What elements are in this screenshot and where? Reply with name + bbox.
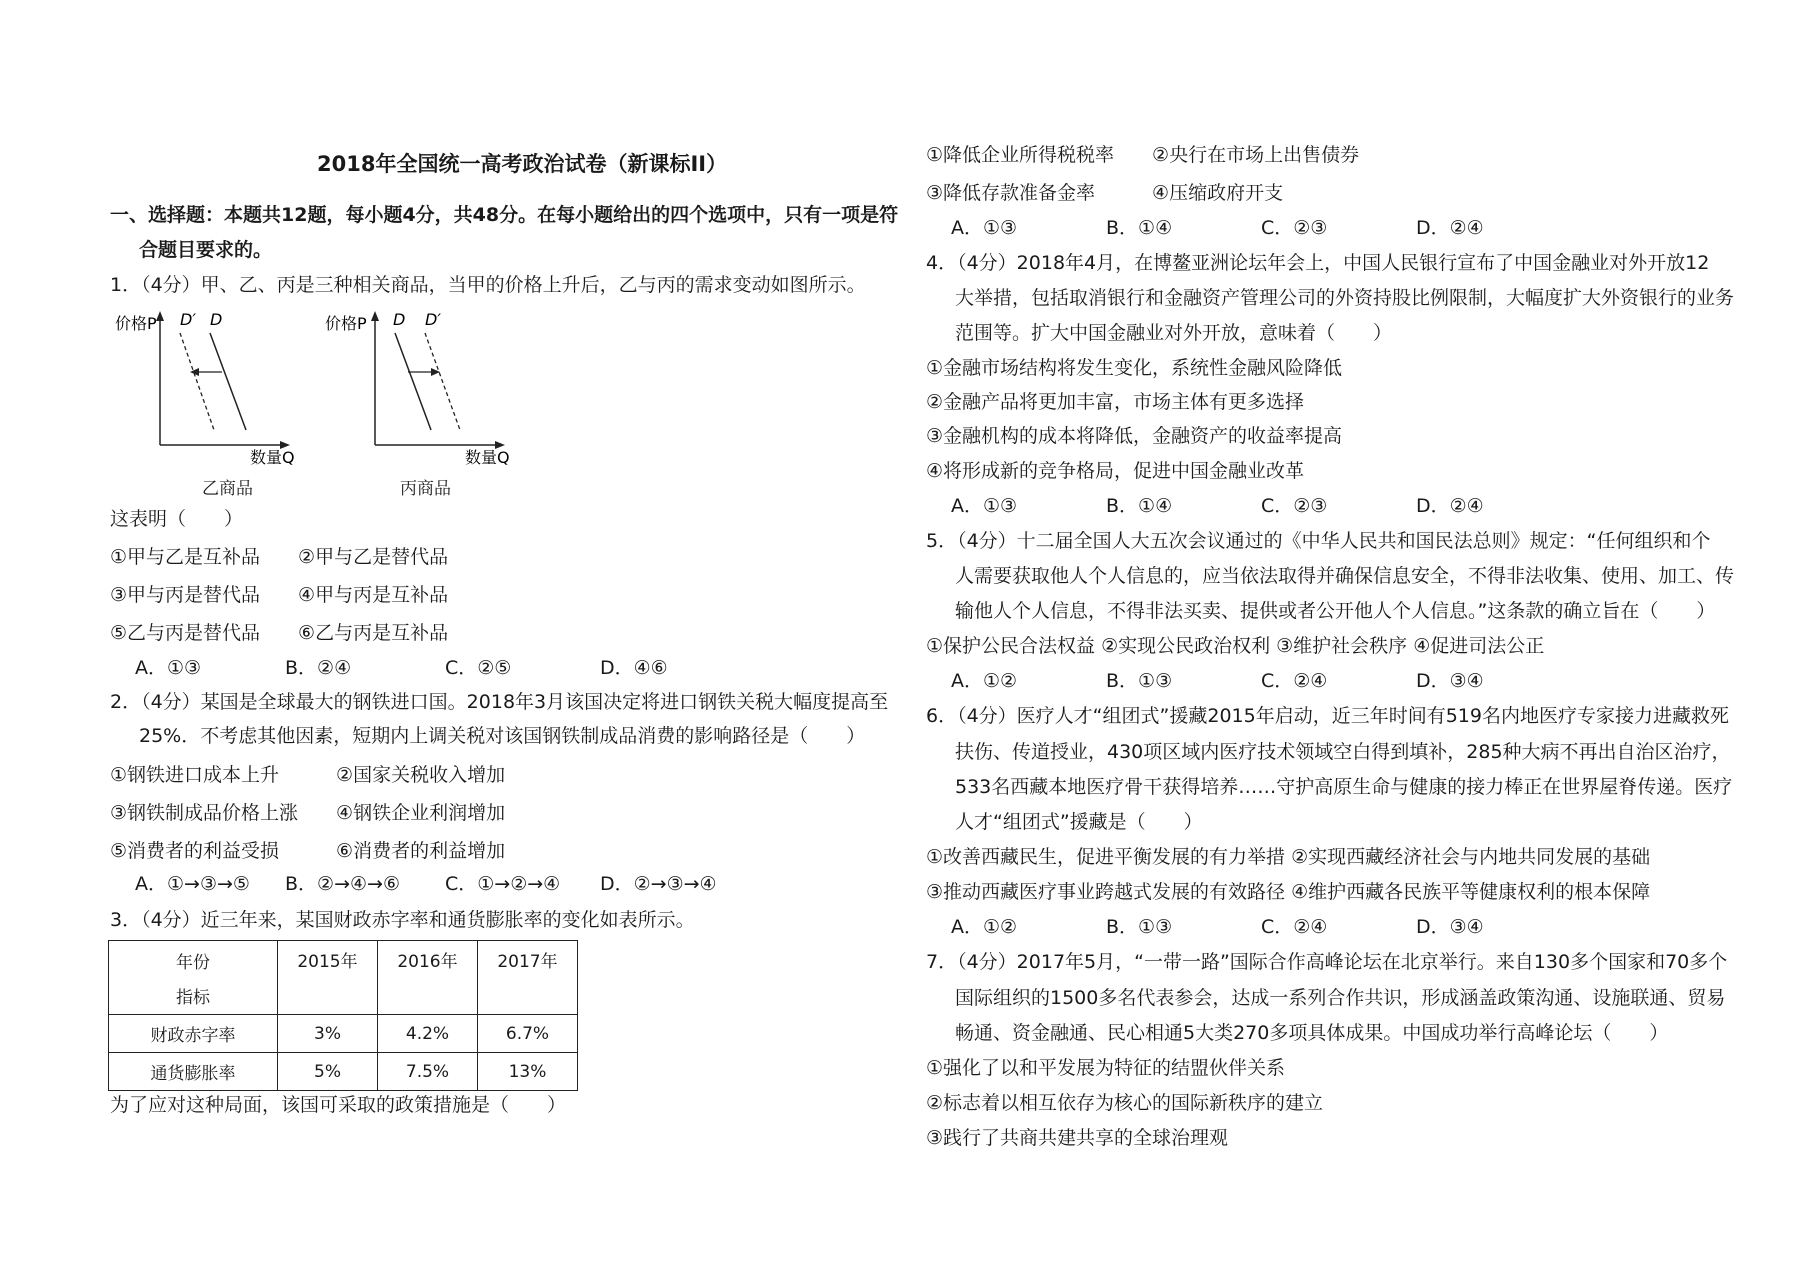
q4-option-a[interactable]: A．①③ [951, 495, 1018, 517]
q7-stem-line2: 国际组织的1500多名代表参会，达成一系列合作共识，形成涵盖政策沟通、设施联通、贸易 [955, 987, 1726, 1009]
q2-stem-line2: 25%．不考虑其他因素，短期内上调关税对该国钢铁制成品消费的影响路径是（ ） [139, 725, 866, 747]
q1-option-a[interactable]: A．①③ [135, 657, 202, 679]
q6-option-b[interactable]: B．①③ [1106, 916, 1173, 938]
table-cell: 5% [278, 1053, 378, 1091]
q1-statement-2: ③甲与丙是替代品 ④甲与丙是互补品 [110, 584, 449, 606]
table-cell: 4.2% [378, 1015, 478, 1053]
q4-option-d[interactable]: D．②④ [1416, 495, 1484, 517]
q2-statement-3: ⑤消费者的利益受损 ⑥消费者的利益增加 [110, 840, 506, 862]
q4-option-b[interactable]: B．①④ [1106, 495, 1173, 517]
q7-statement-3: ③践行了共商共建共享的全球治理观 [926, 1127, 1229, 1149]
table-cell: 13% [478, 1053, 578, 1091]
left-graph-caption: 乙商品 [202, 479, 253, 499]
q1-option-d[interactable]: D．④⑥ [600, 657, 668, 679]
section-heading-line1: 一、选择题：本题共12题，每小题4分，共48分。在每小题给出的四个选项中，只有一项是符 [110, 204, 899, 226]
q2-option-a[interactable]: A．①→③→⑤ [135, 873, 250, 895]
right-graph-caption: 丙商品 [400, 479, 451, 499]
corner-bottom-label: 指标 [176, 987, 210, 1008]
table-cell: 3% [278, 1015, 378, 1053]
table-row [109, 1053, 578, 1091]
q6-option-d[interactable]: D．③④ [1416, 916, 1484, 938]
right-curve-label-1: D [393, 310, 406, 329]
page-title: 2018年全国统一高考政治试卷（新课标II） [317, 152, 728, 176]
corner-top-label: 年份 [176, 952, 210, 973]
q2-option-c[interactable]: C．①→②→④ [445, 873, 561, 895]
q2-option-b[interactable]: B．②→④→⑥ [285, 873, 400, 895]
right-graph-x-label: 数量Q [465, 448, 510, 465]
q5-stem-line1: 5．（4分）十二届全国人大五次会议通过的《中华人民共和国民法总则》规定：“任何组织和个 [926, 530, 1711, 552]
q1-demand-figure [110, 305, 530, 465]
row-label: 财政赤字率 [109, 1015, 278, 1053]
q6-stem-line2: 扶伤、传道授业，430项区域内医疗技术领域空白得到填补，285种大病不再出自治区治疗， [955, 741, 1731, 763]
q6-statement-2: ③推动西藏医疗事业跨越式发展的有效路径 ④维护西藏各民族平等健康权利的根本保障 [926, 881, 1651, 903]
q5-option-b[interactable]: B．①③ [1106, 670, 1173, 692]
right-graph-y-label: 价格P [325, 314, 367, 333]
q5-option-c[interactable]: C．②④ [1261, 670, 1328, 692]
q1-statement-1: ①甲与乙是互补品 ②甲与乙是替代品 [110, 546, 449, 568]
q3-prompt: 为了应对这种局面，该国可采取的政策措施是（ ） [110, 1094, 567, 1116]
q6-stem-line3: 533名西藏本地医疗骨干获得培养……守护高原生命与健康的接力棒正在世界屋脊传递。医疗 [955, 776, 1733, 798]
q5-option-a[interactable]: A．①② [951, 670, 1018, 692]
q6-option-c[interactable]: C．②④ [1261, 916, 1328, 938]
q2-stem-line1: 2．（4分）某国是全球最大的钢铁进口国。2018年3月该国决定将进口钢铁关税大幅度提高至 [110, 691, 889, 713]
q7-statement-1: ①强化了以和平发展为特征的结盟伙伴关系 [926, 1057, 1286, 1079]
q1-option-b[interactable]: B．②④ [285, 657, 352, 679]
q3-statement-2: ③降低存款准备金率 ④压缩政府开支 [926, 182, 1284, 204]
table-corner-cell [109, 941, 278, 1015]
q2-option-d[interactable]: D．②→③→④ [600, 873, 717, 895]
q2-statement-1: ①钢铁进口成本上升 ②国家关税收入增加 [110, 764, 506, 786]
left-graph-y-label: 价格P [115, 314, 157, 333]
q3-data-table [108, 940, 578, 1091]
q3-option-a[interactable]: A．①③ [951, 217, 1018, 239]
table-cell: 6.7% [478, 1015, 578, 1053]
section-heading-line2: 合题目要求的。 [139, 239, 273, 261]
q7-stem-line1: 7．（4分）2017年5月，“一带一路”国际合作高峰论坛在北京举行。来自130多个国家和70多个 [926, 951, 1728, 973]
row-label: 通货膨胀率 [109, 1053, 278, 1091]
q4-stem-line3: 范围等。扩大中国金融业对外开放，意味着（ ） [955, 322, 1393, 344]
q2-statement-2: ③钢铁制成品价格上涨 ④钢铁企业利润增加 [110, 802, 506, 824]
table-cell: 7.5% [378, 1053, 478, 1091]
q3-stem: 3．（4分）近三年来，某国财政赤字率和通货膨胀率的变化如表所示。 [110, 909, 695, 931]
q4-stem-line1: 4．（4分）2018年4月，在博鳌亚洲论坛年会上，中国人民银行宣布了中国金融业对外开放12 [926, 252, 1710, 274]
q4-statement-1: ①金融市场结构将发生变化，系统性金融风险降低 [926, 357, 1343, 379]
q1-option-c[interactable]: C．②⑤ [445, 657, 512, 679]
header-year-2015: 2015年 [278, 941, 378, 1015]
q7-statement-2: ②标志着以相互依存为核心的国际新秩序的建立 [926, 1092, 1324, 1114]
left-graph-x-label: 数量Q [250, 448, 295, 465]
header-year-2017: 2017年 [478, 941, 578, 1015]
table-row [109, 1015, 578, 1053]
q5-stem-line3: 输他人个人信息，不得非法买卖、提供或者公开他人个人信息。”这条款的确立旨在（ ） [955, 600, 1716, 622]
header-year-2016: 2016年 [378, 941, 478, 1015]
q4-statement-3: ③金融机构的成本将降低，金融资产的收益率提高 [926, 425, 1343, 447]
q5-statements: ①保护公民合法权益 ②实现公民政治权利 ③维护社会秩序 ④促进司法公正 [926, 635, 1545, 657]
right-curve-label-2: D′ [425, 310, 441, 329]
q3-option-b[interactable]: B．①④ [1106, 217, 1173, 239]
q1-statement-3: ⑤乙与丙是替代品 ⑥乙与丙是互补品 [110, 622, 449, 644]
q4-stem-line2: 大举措，包括取消银行和金融资产管理公司的外资持股比例限制，大幅度扩大外资银行的业务 [955, 287, 1735, 309]
q7-stem-line3: 畅通、资金融通、民心相通5大类270多项具体成果。中国成功举行高峰论坛（ ） [955, 1022, 1669, 1044]
q5-option-d[interactable]: D．③④ [1416, 670, 1484, 692]
q5-stem-line2: 人需要获取他人个人信息的，应当依法取得并确保信息安全，不得非法收集、使用、加工、传 [955, 565, 1735, 587]
left-curve-label-2: D [210, 310, 223, 329]
q1-prompt: 这表明（ ） [110, 508, 244, 530]
left-curve-label-1: D′ [180, 310, 196, 329]
q4-statement-4: ④将形成新的竞争格局，促进中国金融业改革 [926, 460, 1305, 482]
q4-statement-2: ②金融产品将更加丰富，市场主体有更多选择 [926, 391, 1305, 413]
q6-statement-1: ①改善西藏民生，促进平衡发展的有力举措 ②实现西藏经济社会与内地共同发展的基础 [926, 846, 1651, 868]
q3-option-c[interactable]: C．②③ [1261, 217, 1328, 239]
q6-option-a[interactable]: A．①② [951, 916, 1018, 938]
q3-option-d[interactable]: D．②④ [1416, 217, 1484, 239]
q6-stem-line1: 6．（4分）医疗人才“组团式”援藏2015年启动，近三年时间有519名内地医疗专家接力进藏救死 [926, 705, 1729, 727]
q3-statement-1: ①降低企业所得税税率 ②央行在市场上出售债券 [926, 144, 1360, 166]
q4-option-c[interactable]: C．②③ [1261, 495, 1328, 517]
q6-stem-line4: 人才“组团式”援藏是（ ） [955, 811, 1203, 833]
q1-stem: 1．（4分）甲、乙、丙是三种相关商品，当甲的价格上升后，乙与丙的需求变动如图所示。 [110, 274, 866, 296]
